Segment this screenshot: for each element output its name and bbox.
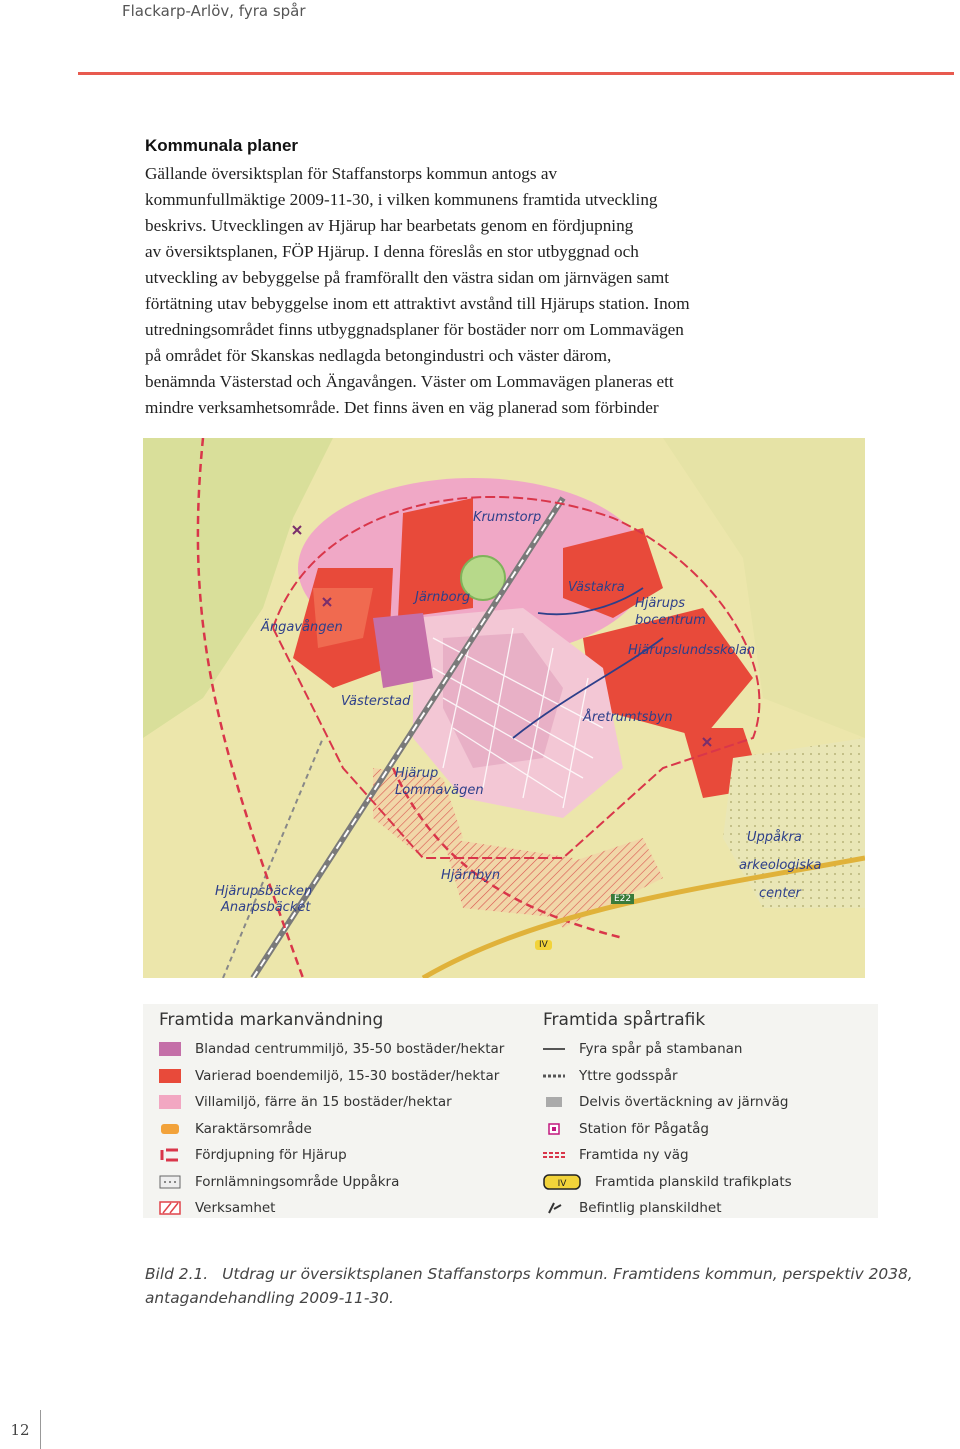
- body-line: Gällande översiktsplan för Staffanstorps kommun antogs av: [145, 164, 558, 183]
- legend-item: [159, 1036, 504, 1063]
- map-label-bocentrum: bocentrum: [635, 613, 706, 628]
- body-line: på området för Skanskas nedlagda betongindustri och väster därom,: [145, 346, 612, 365]
- body-line: mindre verksamhetsområde. Det finns även en väg planerad som förbinder: [145, 398, 659, 417]
- map-label-iv: IV: [535, 940, 552, 950]
- legend-swatch: [159, 1069, 181, 1083]
- caption-line: [145, 1262, 913, 1286]
- legend-label: Station för Pågatåg: [579, 1120, 709, 1137]
- body-line: utveckling av bebyggelse på framförallt den västra sidan om järnvägen samt: [145, 268, 670, 287]
- map-label-center: center: [759, 886, 801, 901]
- legend-swatch: [543, 1042, 565, 1056]
- body-line: benämnda Västerstad och Ängavången. Väster om Lommavägen planeras ett: [145, 372, 674, 391]
- legend-item: [159, 1116, 504, 1143]
- legend-swatch: [543, 1095, 565, 1109]
- caption-text: Utdrag ur översiktsplanen Staffanstorps kommun. Framtidens kommun, perspektiv 2038,: [222, 1265, 913, 1283]
- map-label-arkeologiska: arkeologiska: [739, 858, 822, 873]
- map-label-angavangen: Ängavången: [261, 620, 343, 635]
- legend-item: [543, 1036, 792, 1063]
- legend-label: Fördjupning för Hjärup: [195, 1147, 347, 1164]
- map-label-vasterstad: Västerstad: [341, 694, 411, 709]
- map-label-uppakra: Uppåkra: [747, 830, 802, 845]
- overview-map: [143, 438, 865, 978]
- map-label-aretrumtsbyn: Åretrumtsbyn: [583, 710, 673, 725]
- legend-land-use: [159, 1010, 504, 1222]
- map-label-vastakra: Västakra: [568, 580, 625, 595]
- legend-item: [543, 1195, 792, 1222]
- legend-rail-traffic: [543, 1010, 792, 1222]
- body-line: kommunfullmäktige 2009-11-30, i vilken kommunens framtida utveckling: [145, 190, 658, 209]
- map-label-krumstorp: Krumstorp: [473, 510, 542, 525]
- figure-caption: [145, 1262, 913, 1310]
- section-heading: Kommunala planer: [145, 136, 299, 155]
- legend-label: Framtida ny väg: [579, 1147, 689, 1164]
- legend-title-land-use: Framtida markanvändning: [159, 1010, 384, 1030]
- legend-swatch: [159, 1122, 181, 1136]
- caption-label: Bild 2.1.: [145, 1265, 209, 1283]
- legend-item: [543, 1116, 792, 1143]
- map-label-anarpsbacket: Anarpsbäcket: [221, 900, 311, 915]
- legend-item: [543, 1169, 792, 1196]
- legend-item: [543, 1063, 792, 1090]
- legend-item: [159, 1142, 504, 1169]
- map-label-e22: E22: [611, 894, 634, 904]
- map-label-hjarupsbacken: Hjärupsbäcken: [215, 884, 313, 899]
- legend-label: Blandad centrummiljö, 35-50 bostäder/hektar: [195, 1041, 505, 1058]
- legend-swatch: [159, 1095, 181, 1109]
- legend-title-rail: Framtida spårtrafik: [543, 1010, 706, 1030]
- body-line: beskrivs. Utvecklingen av Hjärup har bearbetats genom en fördjupning: [145, 216, 634, 235]
- legend-item: [159, 1169, 504, 1196]
- legend-swatch: [159, 1148, 181, 1162]
- legend-item: [543, 1089, 792, 1116]
- legend-swatch: [159, 1042, 181, 1056]
- legend-label: Delvis övertäckning av järnväg: [579, 1094, 789, 1111]
- legend-item: [159, 1089, 504, 1116]
- legend-swatch: [543, 1122, 565, 1136]
- legend-swatch: [543, 1069, 565, 1083]
- map-label-jarnborg: Järnborg: [415, 590, 471, 605]
- map-label-lommavagen: Lommavägen: [395, 783, 484, 798]
- body-line: utredningsområdet finns utbyggnadsplaner för bostäder norr om Lommavägen: [145, 320, 684, 339]
- body-paragraph: [145, 161, 865, 421]
- map-label-hjarupslundsskolan: Hjärupslundsskolan: [628, 643, 756, 658]
- legend-label: Varierad boendemiljö, 15-30 bostäder/hektar: [195, 1067, 500, 1084]
- header-rule: [78, 72, 954, 75]
- svg-text:IV: IV: [557, 1178, 567, 1189]
- body-line: förtätning utav bebyggelse inom ett attraktivt avstånd till Hjärups station. Inom: [145, 294, 690, 313]
- legend-swatch: [159, 1201, 181, 1215]
- map-legend: [143, 1004, 878, 1218]
- body-line: av översiktsplanen, FÖP Hjärup. I denna föreslås en stor utbyggnad och: [145, 242, 639, 261]
- map-label-hjarup: Hjärup: [395, 766, 439, 781]
- map-label-hjarnbyn: Hjärnbyn: [441, 868, 501, 883]
- legend-label: Karaktärsområde: [195, 1120, 312, 1137]
- page-number: 12: [10, 1421, 30, 1439]
- legend-label: Villamiljö, färre än 15 bostäder/hektar: [195, 1094, 452, 1111]
- legend-item: [159, 1195, 504, 1222]
- running-header: Flackarp-Arlöv, fyra spår: [122, 2, 306, 20]
- caption-line: antagandehandling 2009-11-30.: [145, 1289, 394, 1307]
- legend-swatch: [159, 1175, 181, 1189]
- legend-label: Befintlig planskildhet: [579, 1200, 722, 1217]
- page-tab-divider: [40, 1410, 41, 1449]
- legend-label: Verksamhet: [195, 1200, 276, 1217]
- map-label-hjarups: Hjärups: [635, 596, 685, 611]
- legend-label: Framtida planskild trafikplats: [595, 1173, 792, 1190]
- legend-swatch: [543, 1175, 581, 1189]
- legend-label: Fyra spår på stambanan: [579, 1041, 743, 1058]
- legend-item: [159, 1063, 504, 1090]
- legend-item: [543, 1142, 792, 1169]
- legend-swatch: [543, 1148, 565, 1162]
- legend-label: Yttre godsspår: [579, 1067, 678, 1084]
- legend-label: Fornlämningsområde Uppåkra: [195, 1173, 400, 1190]
- legend-swatch: [543, 1201, 565, 1215]
